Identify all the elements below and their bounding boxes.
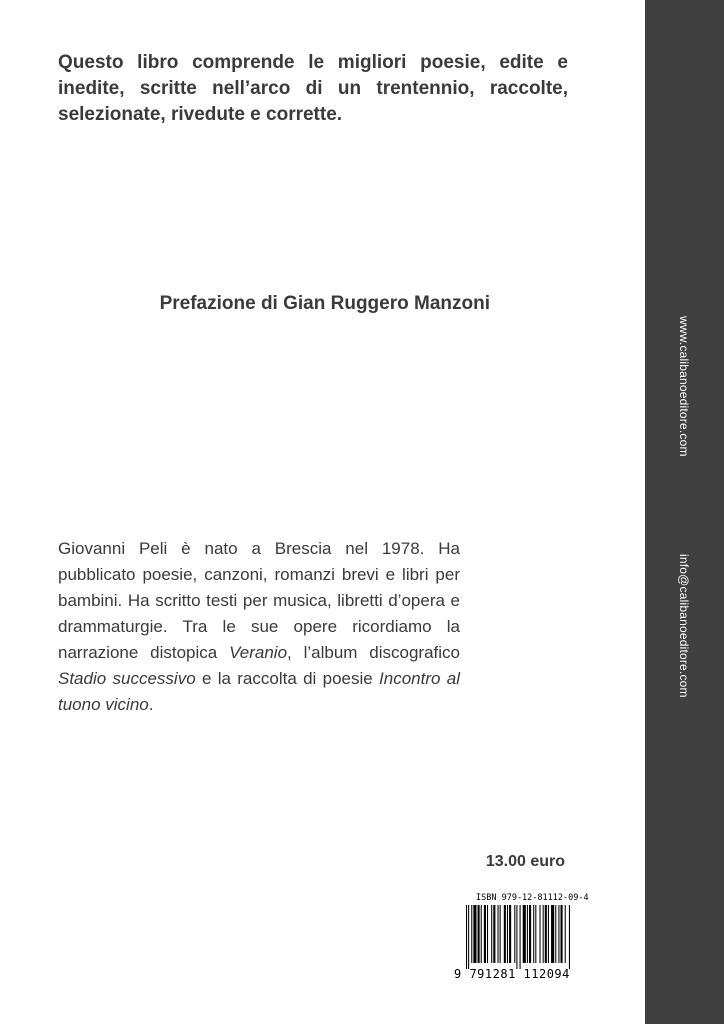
bio-title-incontro: Incontro al tuono vicino: [58, 669, 460, 714]
preface-credit: Prefazione di Gian Ruggero Manzoni: [159, 293, 490, 314]
publisher-sidebar: [645, 0, 724, 1024]
author-bio: [58, 536, 460, 718]
publisher-website[interactable]: www.calibanoeditore.com: [677, 316, 691, 457]
price-label: 13.00 euro: [485, 853, 565, 870]
isbn-barcode: [452, 891, 598, 985]
barcode-bars: [452, 905, 598, 969]
publisher-email[interactable]: info@calibanoeditore.com: [677, 554, 691, 698]
bio-text-4: .: [148, 695, 154, 714]
bio-text-2: , l’album discografico: [287, 643, 460, 662]
barcode-digits: 9 791281 112094: [454, 967, 570, 981]
bio-title-veranio: Veranio: [229, 643, 288, 662]
bio-title-stadio: Stadio successivo: [58, 669, 196, 688]
cover-blurb: Questo libro comprende le migliori poesie, edite e inedite, scritte nell’arco di un trentennio, raccolte, selezionate, rivedute e corrette.: [58, 52, 568, 125]
bio-text-1: Giovanni Peli è nato a Brescia nel 1978. Ha pubblicato poesie, canzoni, romanzi brevi e libri per bambini. Ha scritto testi per musica, libretti d’opera e drammaturgie. Tra le sue opere ricordiamo la narrazione distopica: [58, 539, 460, 662]
bio-text-3: e la raccolta di poesie: [195, 669, 380, 688]
isbn-label: ISBN 979-12-81112-09-4: [476, 893, 589, 903]
